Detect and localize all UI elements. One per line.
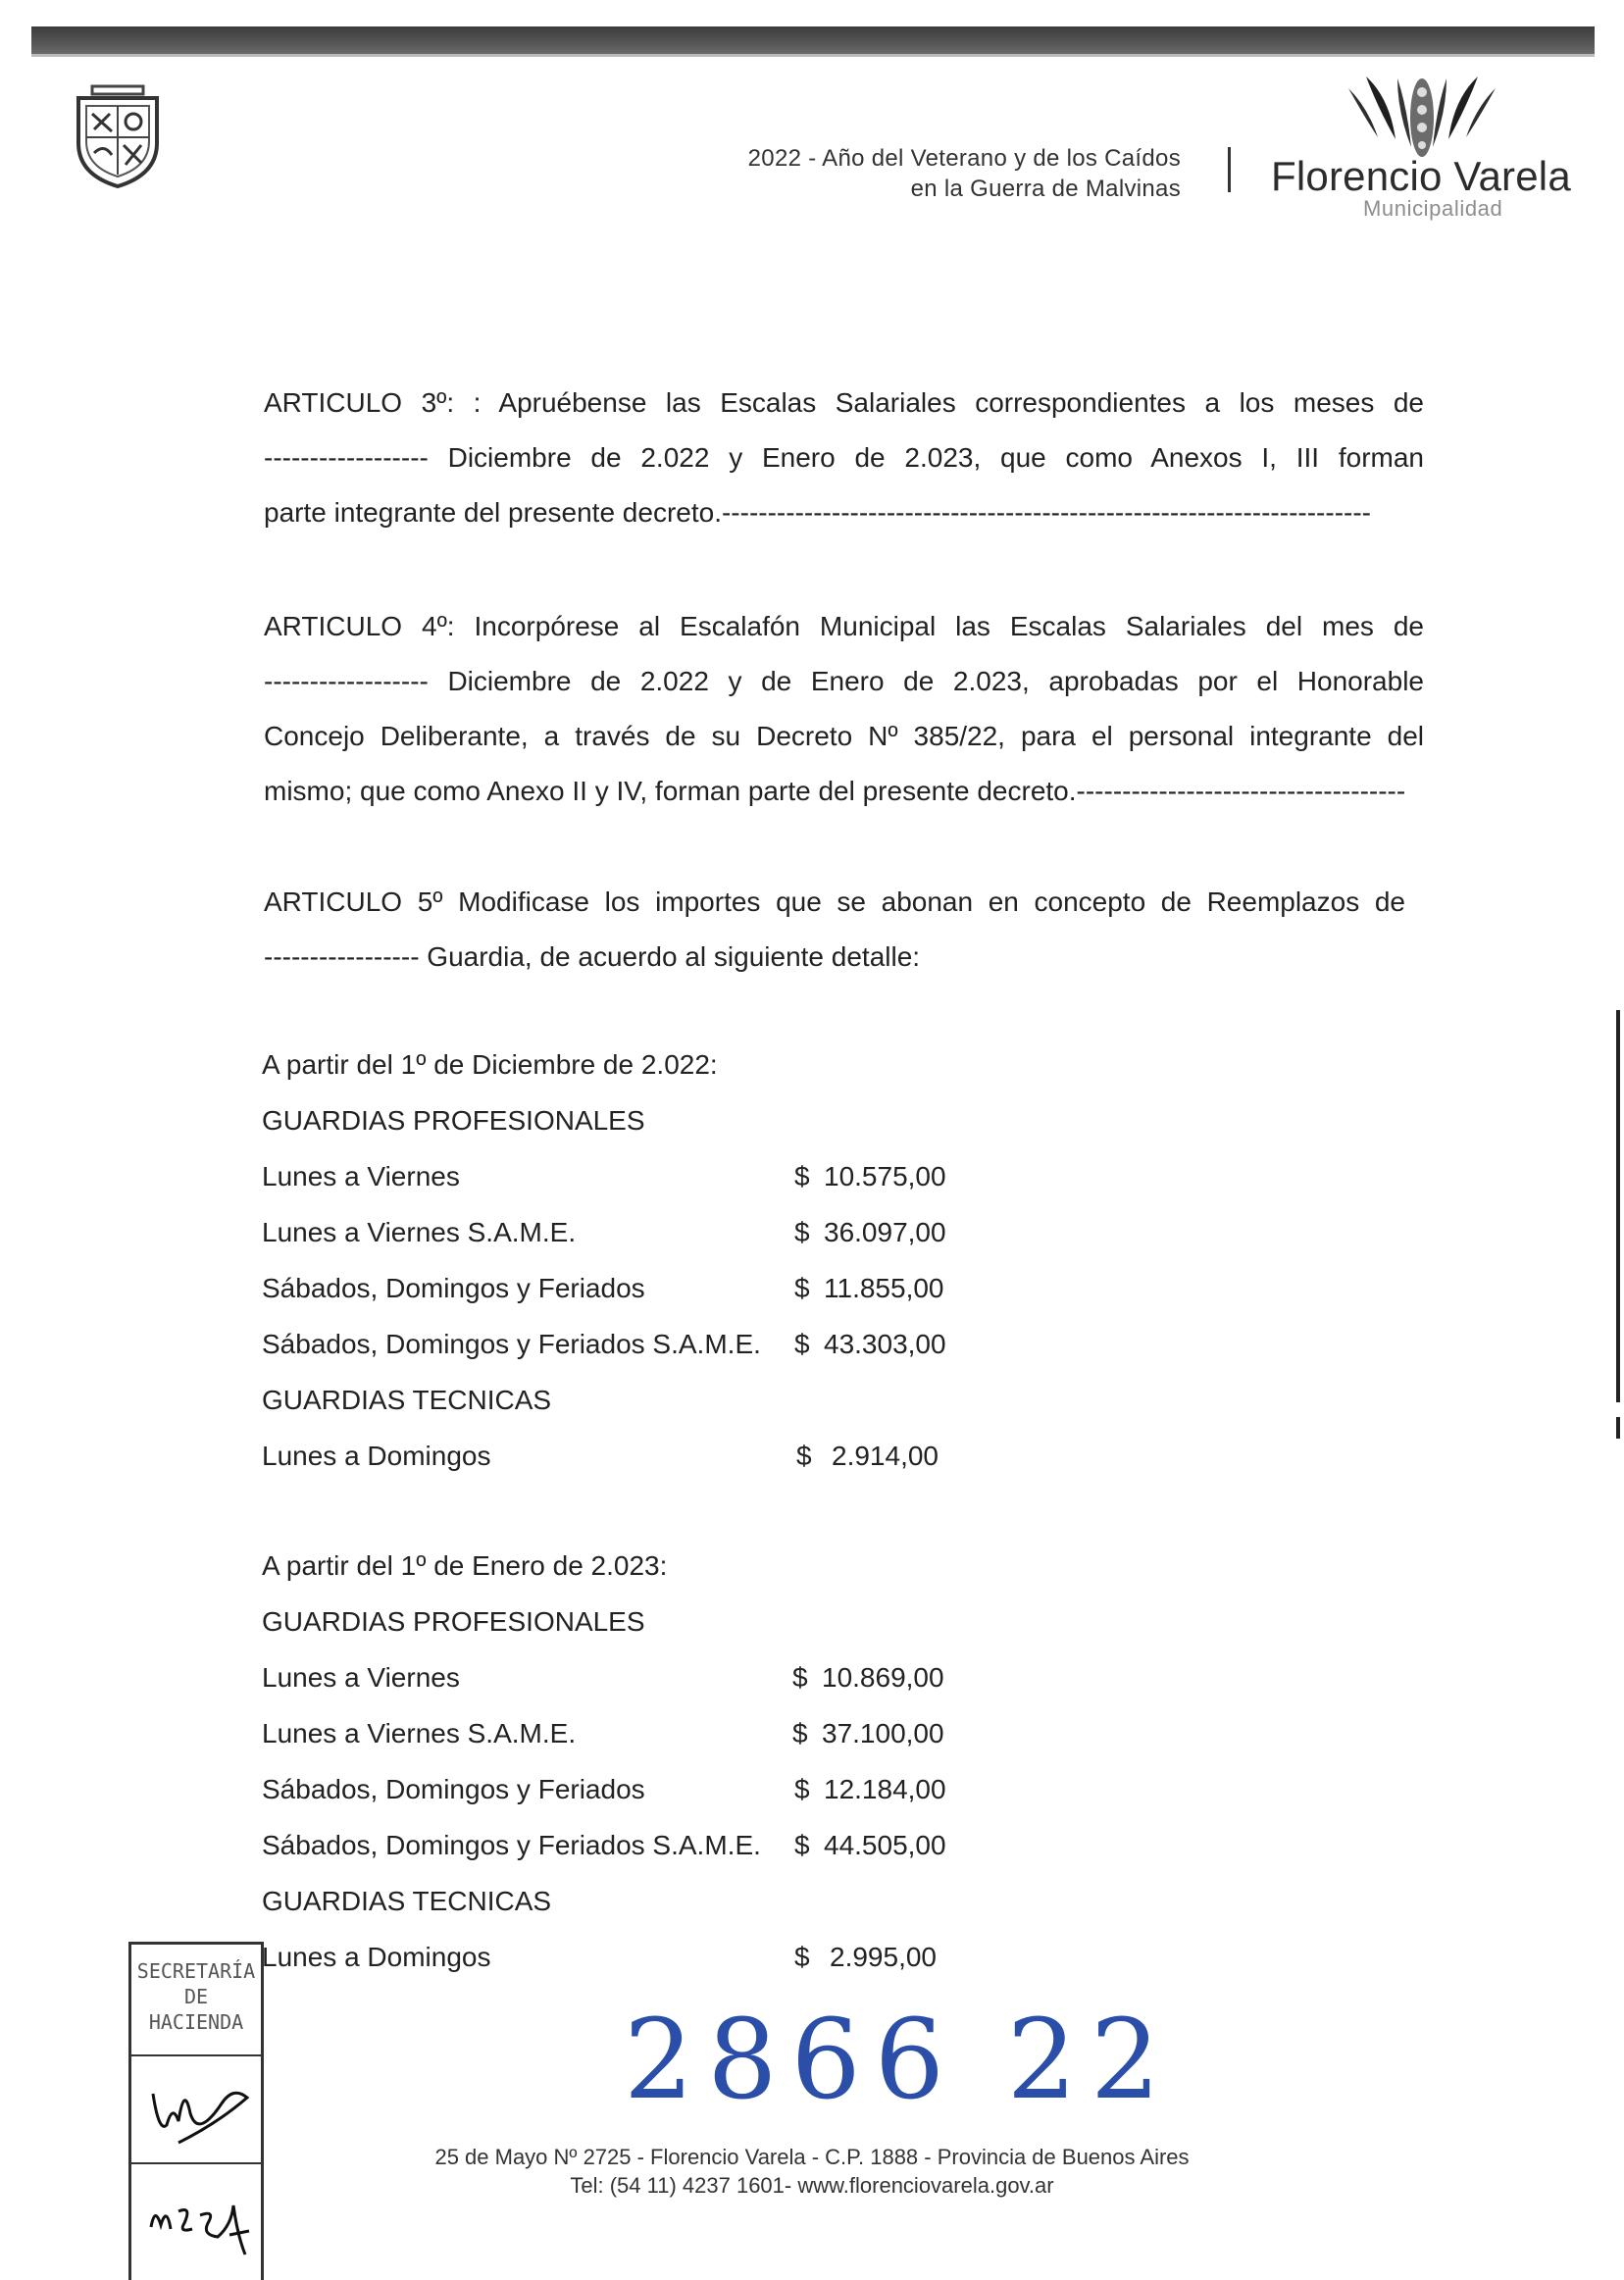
schedule-heading-text: A partir del 1º de Diciembre de 2.022:: [262, 1049, 718, 1080]
currency-symbol: $: [794, 1217, 810, 1247]
article-3: [264, 376, 1424, 540]
schedule-dec-row: [262, 1217, 946, 1256]
section-heading-text: GUARDIAS TECNICAS: [262, 1886, 552, 1916]
currency-symbol: $: [794, 1942, 810, 1972]
schedule-jan-row: [262, 1718, 944, 1757]
schedule-dec-tech-row: [262, 1441, 939, 1480]
row-label: Lunes a Viernes S.A.M.E.: [262, 1217, 577, 1247]
row-label: Sábados, Domingos y Feriados: [262, 1273, 645, 1303]
schedule-dec-row: [262, 1329, 946, 1368]
row-amount: 10.869,00: [822, 1662, 944, 1693]
motto-line-1: 2022 - Año del Veterano y de los Caídos: [747, 145, 1181, 172]
scan-top-bar: [31, 26, 1595, 54]
section-heading-text: GUARDIAS PROFESIONALES: [262, 1105, 645, 1136]
article-4: [264, 599, 1424, 819]
signature-icon: [139, 2064, 257, 2153]
currency-symbol: $: [794, 1774, 810, 1804]
row-amount: 36.097,00: [824, 1217, 946, 1247]
row-amount: 11.855,00: [824, 1273, 944, 1303]
currency-symbol: $: [794, 1161, 810, 1191]
schedule-heading-text: A partir del 1º de Enero de 2.023:: [262, 1550, 668, 1581]
brand-subtitle: Municipalidad: [1363, 196, 1503, 221]
currency-symbol: $: [794, 1329, 810, 1359]
row-label: Lunes a Viernes: [262, 1662, 460, 1693]
stamp-text: [131, 1945, 261, 2035]
stamp-divider: [131, 2054, 261, 2056]
row-amount: 43.303,00: [824, 1329, 946, 1359]
section-heading-text: GUARDIAS TECNICAS: [262, 1385, 552, 1415]
municipal-crest-icon: [73, 84, 163, 190]
currency-symbol: $: [794, 1830, 810, 1860]
row-label: Lunes a Domingos: [262, 1942, 491, 1972]
schedule-jan-row: [262, 1830, 946, 1869]
schedule-dec-prof-heading: [262, 1105, 645, 1144]
florencio-varela-logo-icon: [1339, 69, 1505, 167]
header-divider: [1228, 147, 1231, 192]
row-amount: 2.914,00: [832, 1441, 939, 1471]
row-label: Sábados, Domingos y Feriados S.A.M.E.: [262, 1329, 761, 1359]
row-label: Lunes a Viernes: [262, 1161, 460, 1191]
currency-symbol: $: [794, 1273, 810, 1303]
row-amount: 37.100,00: [822, 1718, 944, 1748]
article-4-line-1: ARTICULO 4º: Incorpórese al Escalafón Municipal las Escalas Salariales del mes de: [264, 611, 1424, 641]
motto-line-2: en la Guerra de Malvinas: [910, 176, 1181, 202]
schedule-dec-tech-heading: [262, 1385, 551, 1424]
row-amount: 44.505,00: [824, 1830, 946, 1860]
header-motto: [748, 143, 1181, 204]
section-heading-text: GUARDIAS PROFESIONALES: [262, 1606, 645, 1637]
row-label: Lunes a Viernes S.A.M.E.: [262, 1718, 577, 1748]
hacienda-stamp: [128, 1942, 264, 2280]
scan-top-bar-edge: [31, 54, 1595, 57]
schedule-dec-row: [262, 1161, 946, 1200]
article-5: [264, 875, 1405, 985]
article-4-line-2: ------------------ Diciembre de 2.022 y de Enero de 2.023, aprobadas por el Honorable: [264, 666, 1424, 696]
currency-symbol: $: [796, 1441, 812, 1471]
schedule-jan-row: [262, 1774, 946, 1813]
schedule-jan-heading: [262, 1550, 667, 1590]
currency-symbol: $: [792, 1718, 808, 1748]
schedule-jan-tech-heading: [262, 1886, 551, 1925]
decree-number: 2866 22: [624, 1997, 1175, 2124]
schedule-jan-prof-heading: [262, 1606, 645, 1646]
row-label: Sábados, Domingos y Feriados: [262, 1774, 645, 1804]
stamp-line-1: SECRETARÍA: [136, 1959, 256, 1983]
brand-name: Florencio Varela: [1271, 153, 1571, 199]
article-4-line-3: Concejo Deliberante, a través de su Decreto Nº 385/22, para el personal integrante del: [264, 721, 1424, 751]
currency-symbol: $: [792, 1662, 808, 1693]
article-3-line-2: ------------------ Diciembre de 2.022 y Enero de 2.023, que como Anexos I, III forman: [264, 442, 1424, 473]
article-5-line-1: ARTICULO 5º Modificase los importes que se abonan en concepto de Reemplazos de: [264, 887, 1405, 917]
article-5-line-2: ----------------- Guardia, de acuerdo al siguiente detalle:: [264, 941, 921, 972]
row-label: Sábados, Domingos y Feriados S.A.M.E.: [262, 1830, 761, 1860]
row-label: Lunes a Domingos: [262, 1441, 491, 1471]
stamp-line-3: HACIENDA: [148, 2010, 244, 2034]
row-amount: 2.995,00: [830, 1942, 937, 1972]
schedule-dec-heading: [262, 1049, 718, 1089]
scan-edge-mark: [1616, 1417, 1620, 1439]
scan-edge-line: [1616, 1010, 1620, 1402]
article-4-line-4: mismo; que como Anexo II y IV, forman parte del presente decreto.------------------------------------: [264, 776, 1406, 806]
schedule-dec-row: [262, 1273, 944, 1312]
stamp-line-2: DE: [183, 1985, 209, 2008]
footer-address: 25 de Mayo Nº 2725 - Florencio Varela - C.P. 1888 - Provincia de Buenos Aires: [434, 2145, 1190, 2169]
schedule-jan-tech-row: [262, 1942, 937, 1981]
article-3-line-3: parte integrante del presente decreto.-----------------------------------------------------------------------: [264, 497, 1371, 528]
schedule-jan-row: [262, 1662, 944, 1701]
row-amount: 12.184,00: [824, 1774, 946, 1804]
row-amount: 10.575,00: [824, 1161, 946, 1191]
footer-contact: Tel: (54 11) 4237 1601- www.florenciovarela.gov.ar: [570, 2173, 1054, 2198]
article-3-line-1: ARTICULO 3º: : Apruébense las Escalas Salariales correspondientes a los meses de: [264, 387, 1424, 418]
